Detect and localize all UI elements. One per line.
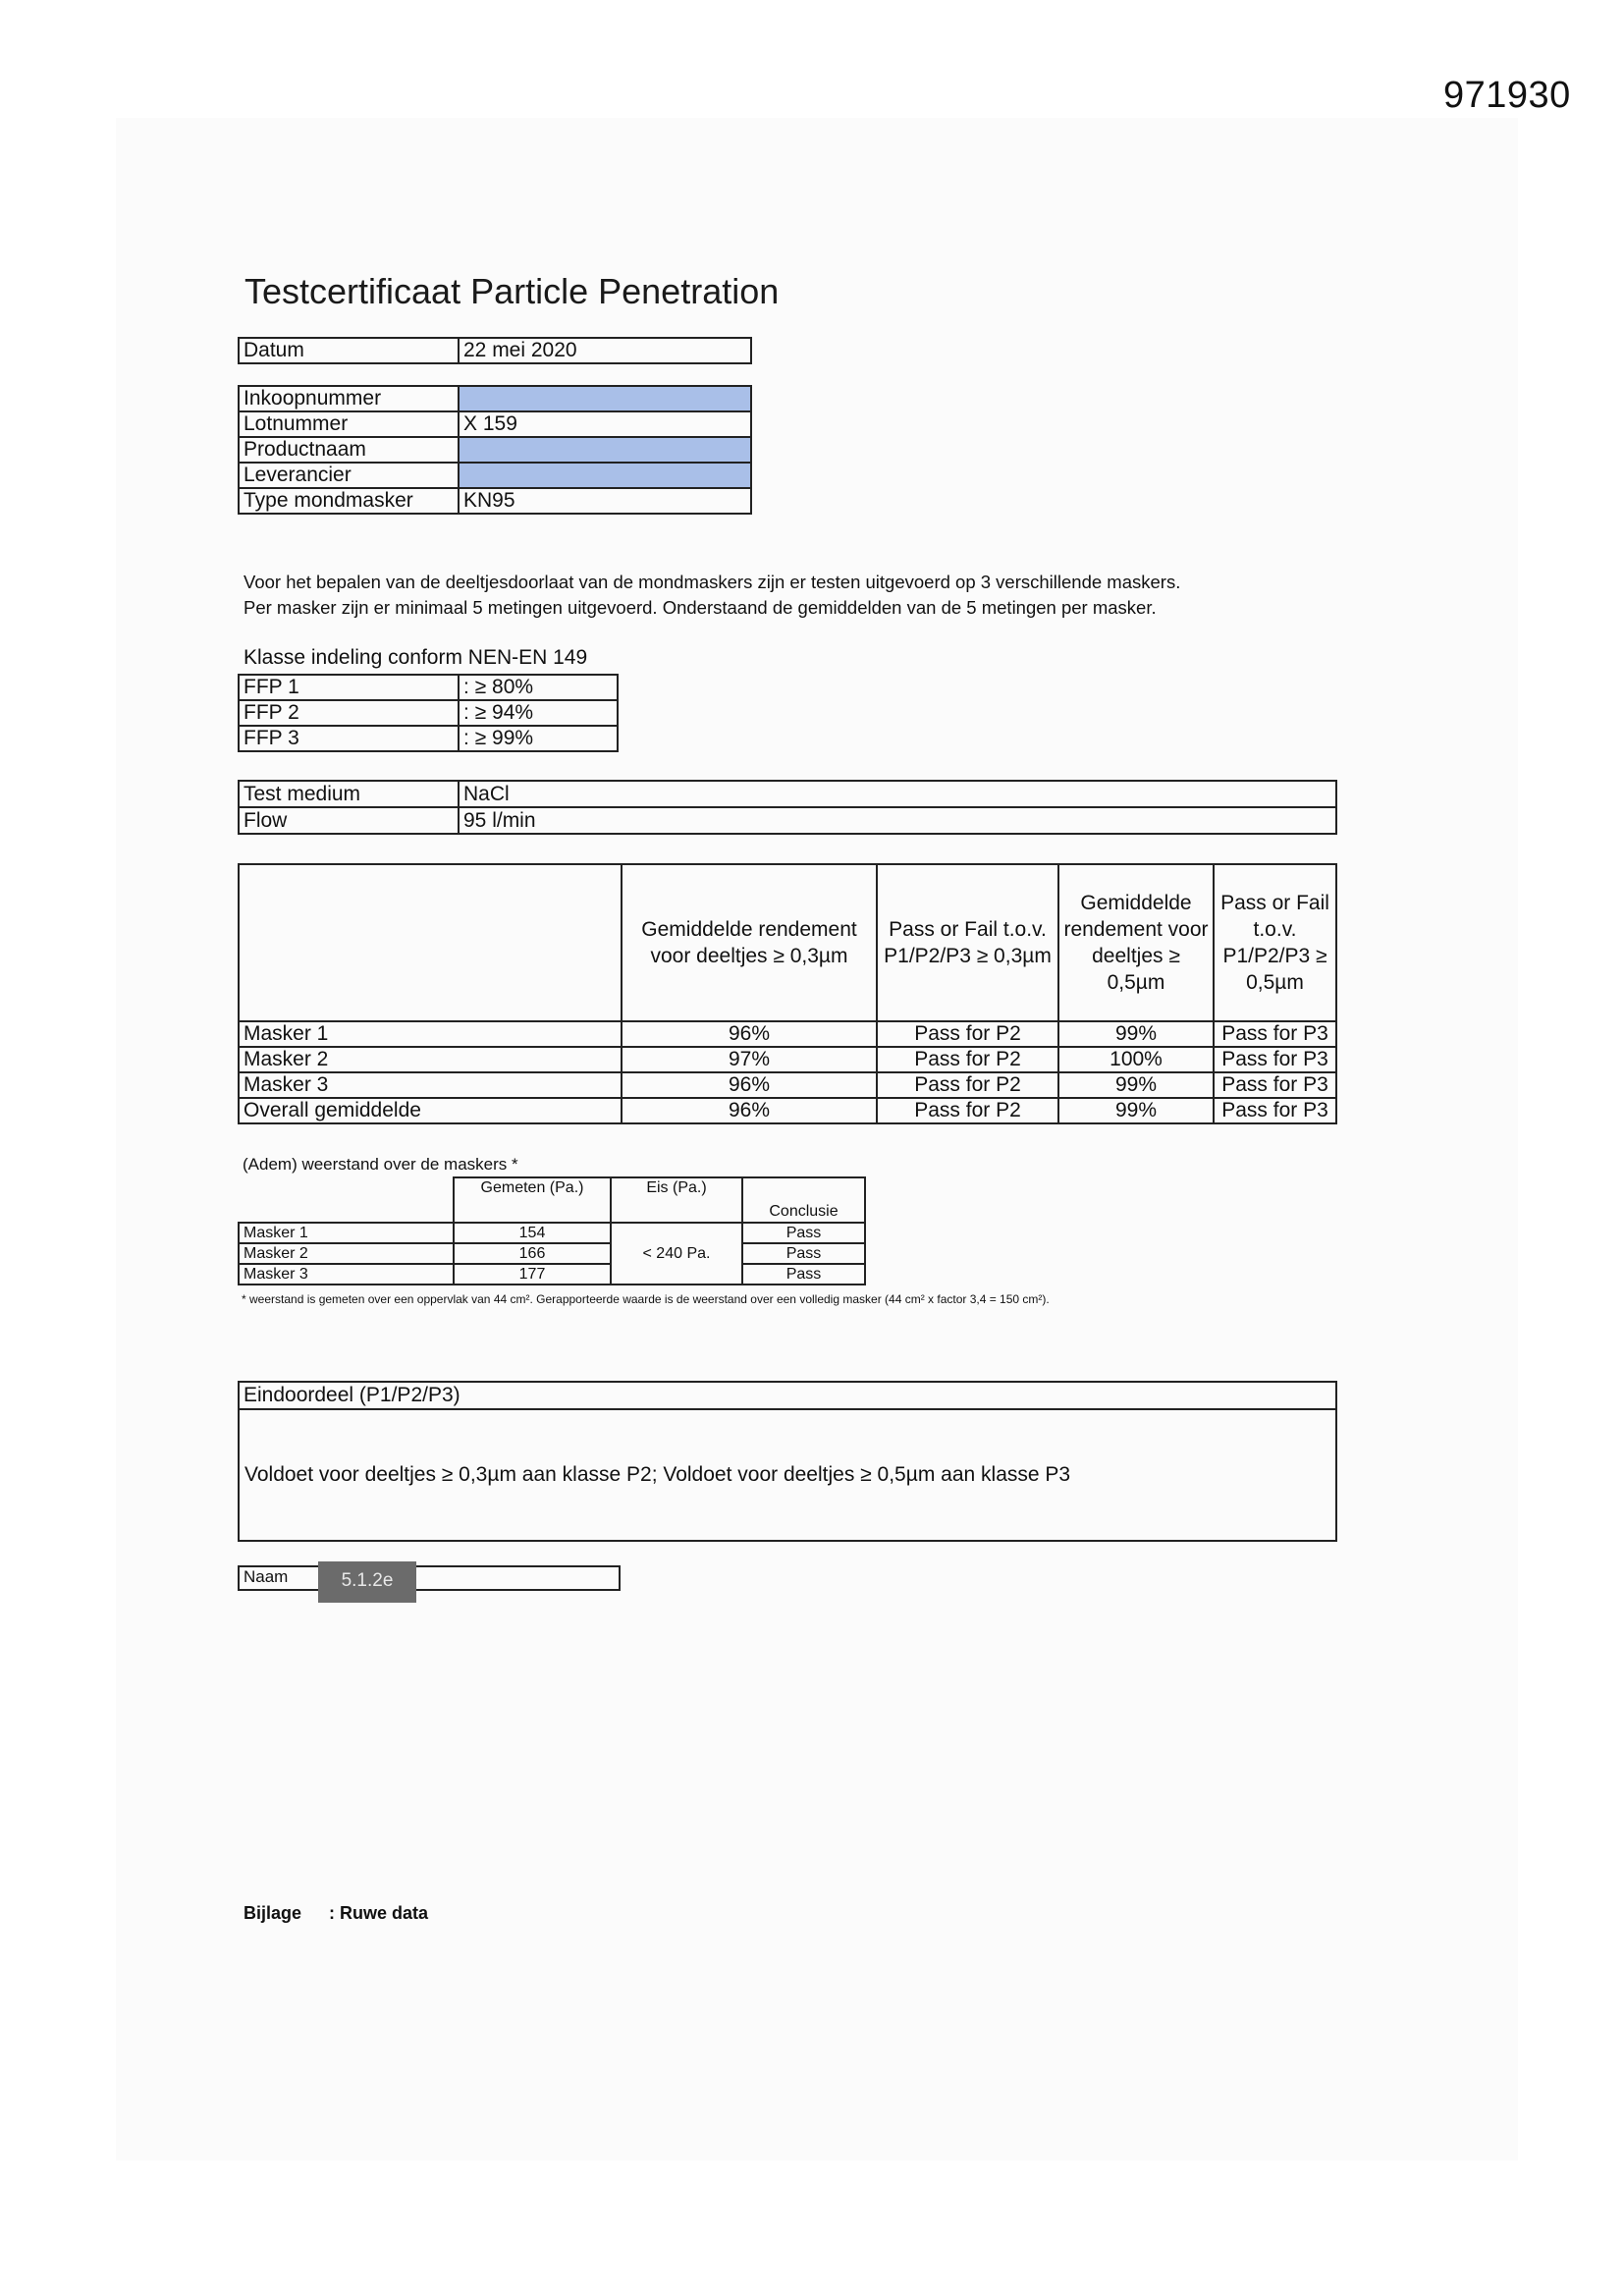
eindoordeel-label: Eindoordeel (P1/P2/P3) <box>239 1382 1336 1409</box>
table-row <box>239 1264 865 1285</box>
table-row <box>239 1047 1336 1072</box>
redaction-stamp: 5.1.2e <box>318 1561 416 1603</box>
resistance-value: 177 <box>454 1264 611 1285</box>
info-row <box>239 463 751 488</box>
eindoordeel-text: Voldoet voor deeltjes ≥ 0,3µm aan klasse P2; Voldoet voor deeltjes ≥ 0,5µm aan klasse P3 <box>239 1409 1336 1541</box>
mask-name: Masker 2 <box>239 1047 622 1072</box>
pass-fail-03: Pass for P2 <box>877 1072 1058 1098</box>
resistance-header: Gemeten (Pa.) <box>454 1177 611 1223</box>
info-value <box>459 437 751 463</box>
eindoordeel-head-row <box>239 1382 1336 1409</box>
eindoordeel-table <box>238 1381 1337 1542</box>
klasse-title: Klasse indeling conform NEN-EN 149 <box>244 646 588 669</box>
info-row <box>239 437 751 463</box>
resistance-mask: Masker 3 <box>239 1264 454 1285</box>
page-title: Testcertificaat Particle Penetration <box>244 271 780 311</box>
resistance-header-empty <box>239 1177 454 1223</box>
adem-title: (Adem) weerstand over de maskers * <box>243 1155 518 1174</box>
pass-fail-05: Pass for P3 <box>1214 1072 1336 1098</box>
efficiency-03: 96% <box>622 1072 877 1098</box>
product-info-table <box>238 385 752 515</box>
datum-label: Datum <box>239 338 459 363</box>
pass-fail-03: Pass for P2 <box>877 1047 1058 1072</box>
pass-fail-03: Pass for P2 <box>877 1021 1058 1047</box>
naam-label: Naam <box>244 1567 289 1586</box>
info-label: Leverancier <box>239 463 459 488</box>
info-label: Type mondmasker <box>239 488 459 514</box>
resistance-conclusion: Pass <box>742 1243 865 1264</box>
test-medium-table <box>238 780 1337 835</box>
klasse-label: FFP 2 <box>239 700 459 726</box>
klasse-row <box>239 700 618 726</box>
results-header-row <box>239 864 1336 1021</box>
klasse-table <box>238 674 619 752</box>
klasse-value: : ≥ 94% <box>459 700 618 726</box>
info-value <box>459 386 751 411</box>
medium-label: Flow <box>239 807 459 834</box>
resistance-table <box>238 1176 866 1285</box>
bijlage <box>244 1903 428 1924</box>
efficiency-03: 96% <box>622 1021 877 1047</box>
mask-name: Masker 1 <box>239 1021 622 1047</box>
klasse-row <box>239 726 618 751</box>
resistance-header: Conclusie <box>742 1177 865 1223</box>
efficiency-05: 99% <box>1058 1098 1214 1123</box>
intro-line: Per masker zijn er minimaal 5 metingen uitgevoerd. Onderstaand de gemiddelden van de 5 metingen per masker. <box>244 597 1157 618</box>
medium-value: NaCl <box>459 781 1336 807</box>
efficiency-03: 96% <box>622 1098 877 1123</box>
klasse-label: FFP 3 <box>239 726 459 751</box>
medium-value: 95 l/min <box>459 807 1336 834</box>
results-header: Pass or Fail t.o.v. P1/P2/P3 ≥ 0,3µm <box>877 864 1058 1021</box>
pass-fail-03: Pass for P2 <box>877 1098 1058 1123</box>
datum-row <box>239 338 751 363</box>
table-row <box>239 1243 865 1264</box>
results-header: Gemiddelde rendement voor deeltjes ≥ 0,3µm <box>622 864 877 1021</box>
mask-name: Masker 3 <box>239 1072 622 1098</box>
klasse-label: FFP 1 <box>239 675 459 700</box>
resistance-mask: Masker 1 <box>239 1223 454 1243</box>
resistance-mask: Masker 2 <box>239 1243 454 1264</box>
document-number: 971930 <box>1443 75 1571 116</box>
eindoordeel-body-row <box>239 1409 1336 1541</box>
intro-paragraph <box>244 570 1363 621</box>
table-row <box>239 1072 1336 1098</box>
efficiency-05: 99% <box>1058 1021 1214 1047</box>
info-row <box>239 488 751 514</box>
bijlage-label: Bijlage <box>244 1903 302 1923</box>
efficiency-05: 99% <box>1058 1072 1214 1098</box>
resistance-value: 154 <box>454 1223 611 1243</box>
info-label: Lotnummer <box>239 411 459 437</box>
medium-row <box>239 807 1336 834</box>
resistance-conclusion: Pass <box>742 1223 865 1243</box>
results-header: Gemiddelde rendement voor deeltjes ≥ 0,5µm <box>1058 864 1214 1021</box>
resistance-value: 166 <box>454 1243 611 1264</box>
pass-fail-05: Pass for P3 <box>1214 1021 1336 1047</box>
pass-fail-05: Pass for P3 <box>1214 1098 1336 1123</box>
table-row <box>239 1021 1336 1047</box>
datum-value: 22 mei 2020 <box>459 338 751 363</box>
klasse-value: : ≥ 80% <box>459 675 618 700</box>
table-row <box>239 1098 1336 1123</box>
datum-table <box>238 337 752 364</box>
mask-name: Overall gemiddelde <box>239 1098 622 1123</box>
results-header: Pass or Fail t.o.v. P1/P2/P3 ≥ 0,5µm <box>1214 864 1336 1021</box>
resistance-header-row <box>239 1177 865 1223</box>
naam-field <box>238 1565 621 1591</box>
results-header <box>239 864 622 1021</box>
efficiency-05: 100% <box>1058 1047 1214 1072</box>
efficiency-03: 97% <box>622 1047 877 1072</box>
info-value <box>459 463 751 488</box>
resistance-footnote: * weerstand is gemeten over een oppervlak van 44 cm². Gerapporteerde waarde is de weerstand over een volledig masker (44 cm² x factor 3,4 = 150 cm²). <box>242 1292 1050 1306</box>
pass-fail-05: Pass for P3 <box>1214 1047 1336 1072</box>
klasse-row <box>239 675 618 700</box>
info-value: KN95 <box>459 488 751 514</box>
klasse-value: : ≥ 99% <box>459 726 618 751</box>
medium-label: Test medium <box>239 781 459 807</box>
medium-row <box>239 781 1336 807</box>
info-label: Productnaam <box>239 437 459 463</box>
info-row <box>239 411 751 437</box>
info-value: X 159 <box>459 411 751 437</box>
resistance-requirement: < 240 Pa. <box>611 1223 742 1285</box>
bijlage-value: : Ruwe data <box>329 1903 429 1923</box>
table-row <box>239 1223 865 1243</box>
intro-line: Voor het bepalen van de deeltjesdoorlaat van de mondmaskers zijn er testen uitgevoerd op 3 verschillende maskers. <box>244 572 1181 592</box>
resistance-conclusion: Pass <box>742 1264 865 1285</box>
info-label: Inkoopnummer <box>239 386 459 411</box>
resistance-header: Eis (Pa.) <box>611 1177 742 1223</box>
info-row <box>239 386 751 411</box>
results-table <box>238 863 1337 1124</box>
